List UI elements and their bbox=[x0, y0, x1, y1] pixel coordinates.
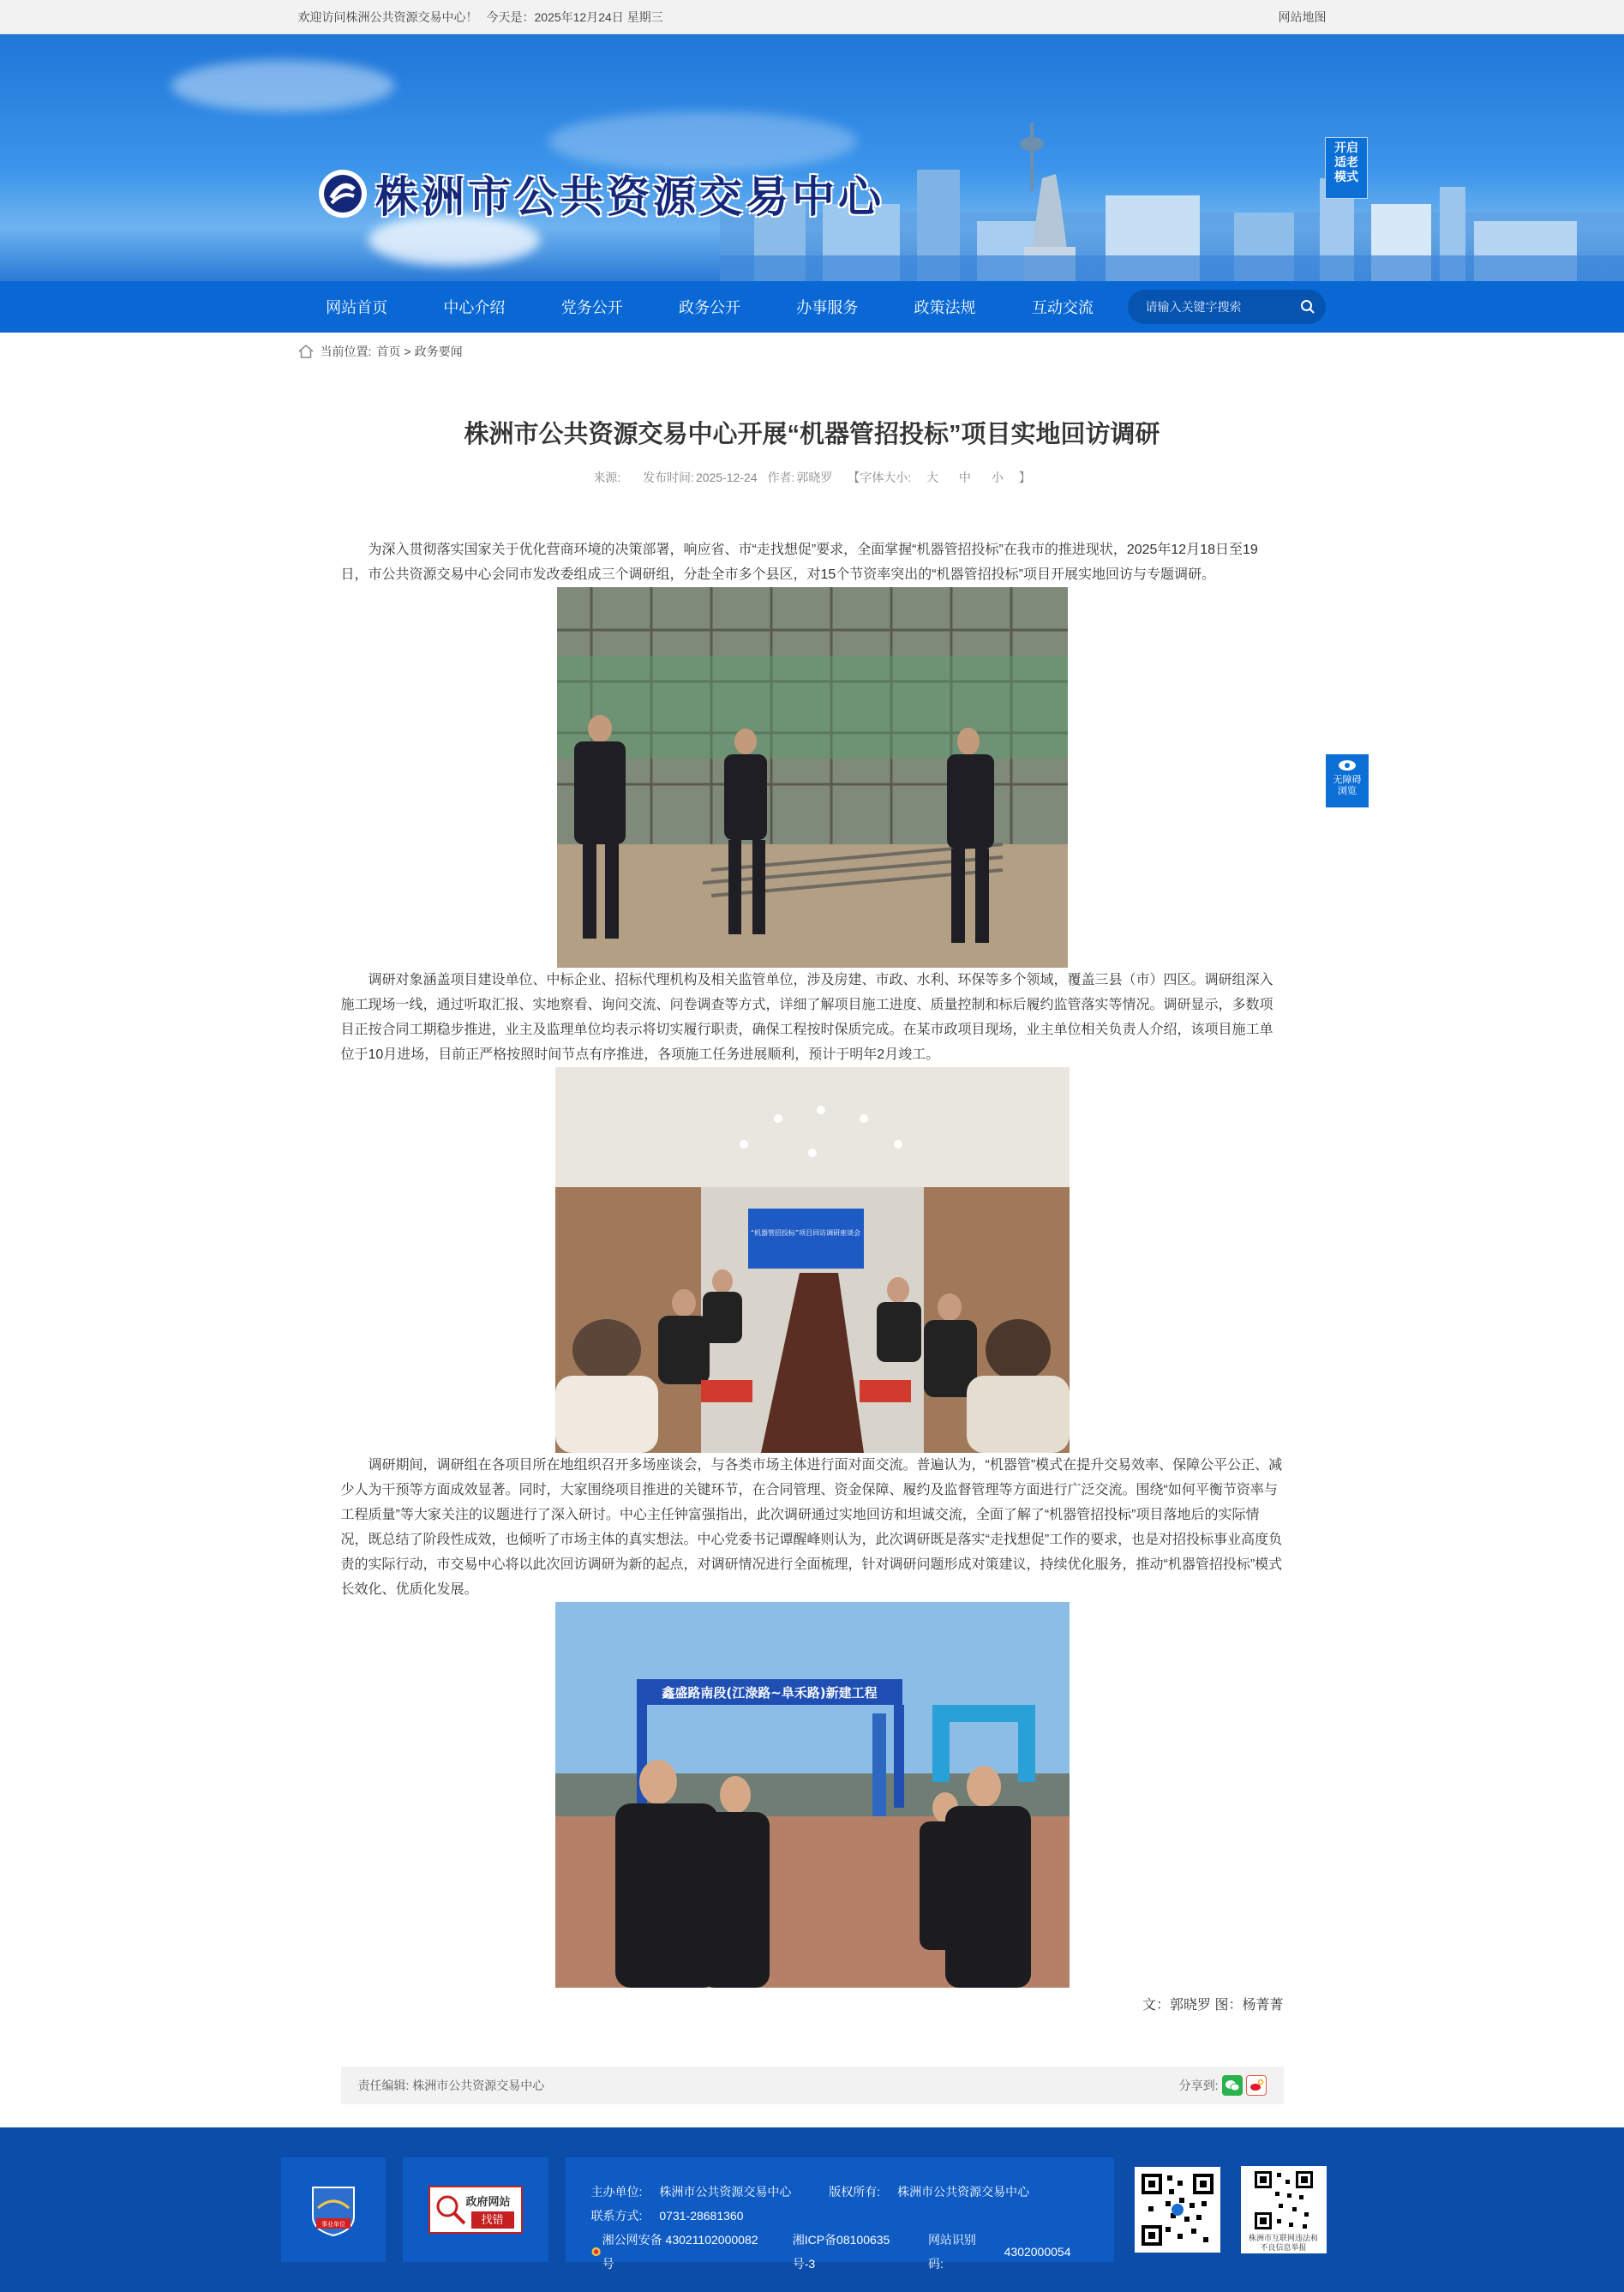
article bbox=[341, 415, 1284, 2104]
police-record-link[interactable]: 湘公网安备 43021102000082号 bbox=[602, 2233, 758, 2271]
article-photo-construction-site bbox=[557, 587, 1068, 968]
home-icon bbox=[298, 345, 314, 358]
welcome-text: 欢迎访问株洲公共资源交易中心！ bbox=[297, 10, 478, 24]
copyright-name: 株洲市公共资源交易中心 bbox=[897, 2185, 1030, 2199]
font-size-small-button[interactable]: 小 bbox=[991, 471, 1004, 484]
today-label: 今天是： bbox=[486, 10, 535, 24]
header-banner bbox=[0, 34, 1624, 281]
police-badge-icon bbox=[591, 2247, 601, 2257]
search-box bbox=[1128, 290, 1326, 324]
font-size-medium-button[interactable]: 中 bbox=[958, 471, 971, 484]
font-size-large-button[interactable]: 大 bbox=[926, 471, 939, 484]
article-body bbox=[341, 537, 1284, 2018]
wechat-share-icon[interactable] bbox=[1222, 2075, 1243, 2096]
main-nav bbox=[0, 281, 1624, 333]
article-paragraph: 调研对象涵盖项目建设单位、中标企业、招标代理机构及相关监管单位，涉及房建、市政、水利、环保等多个领域，覆盖三县（市）四区。调研组深入施工现场一线，通过听取汇报、实地察看、询问交流、问卷调查等方式，详细了解项目施工进度、质量控制和标后履约监管落实等情况。调研显示，多数项目正按合同工期稳步推进，业主及监理单位均表示将切实履行职责，确保工程按时保质完成。在某市政项目现场，业主单位相关负责人介绍，该项目施工单位于10月进场，目前正严格按照时间节点有序推进，各项施工任务进展顺利，预计于明年2月竣工。 bbox=[340, 973, 1273, 1062]
meta-source-label: 来源: bbox=[593, 471, 621, 484]
accessibility-button[interactable] bbox=[1326, 754, 1369, 807]
footer-info bbox=[566, 2157, 1114, 2271]
elder-mode-line: 适老 bbox=[1334, 155, 1358, 169]
badge-text: 事业单位 bbox=[321, 2221, 345, 2228]
eye-icon bbox=[1338, 759, 1357, 771]
wechat-qr-code bbox=[1135, 2167, 1220, 2253]
today-date: 2025年12月24日 星期三 bbox=[534, 10, 663, 24]
breadcrumb-current[interactable]: 政务要闻 bbox=[414, 345, 463, 358]
accessibility-line: 无障碍 bbox=[1333, 775, 1362, 785]
footer bbox=[0, 2127, 1624, 2292]
share-label: 分享到: bbox=[1178, 2079, 1219, 2092]
meta-author: 郭晓罗 bbox=[796, 471, 833, 484]
report-qr-image bbox=[1253, 2169, 1315, 2231]
nav-item-gov-affairs[interactable]: 政务公开 bbox=[678, 299, 740, 316]
nav-item-interaction[interactable]: 互动交流 bbox=[1031, 299, 1094, 316]
elder-mode-line: 模式 bbox=[1334, 170, 1358, 183]
site-id: 4302000054 bbox=[1004, 2245, 1071, 2259]
gov-site-error-report[interactable] bbox=[403, 2157, 548, 2262]
breadcrumb-home[interactable]: 首页 bbox=[376, 345, 401, 358]
editor-name: 株洲市公共资源交易中心 bbox=[412, 2079, 545, 2092]
institution-badge-icon bbox=[309, 2182, 357, 2237]
contact-phone: 0731-28681360 bbox=[659, 2209, 744, 2223]
logo-emblem-icon bbox=[319, 170, 367, 218]
search-input[interactable] bbox=[1145, 300, 1300, 314]
article-title: 株洲市公共资源交易中心开展“机器管招投标”项目实地回访调研 bbox=[464, 421, 1160, 448]
breadcrumb-label: 当前位置: bbox=[320, 345, 372, 358]
breadcrumb bbox=[298, 341, 1327, 362]
icp-link[interactable]: 湘ICP备08100635号-3 bbox=[792, 2233, 890, 2271]
site-id-label: 网站识别码: bbox=[927, 2233, 976, 2271]
share-group bbox=[1179, 2075, 1267, 2096]
article-photo-road-project bbox=[555, 1602, 1070, 1988]
elder-mode-button[interactable] bbox=[1325, 137, 1368, 199]
editor-bar bbox=[341, 2067, 1284, 2104]
sitemap-link[interactable]: 网站地图 bbox=[1278, 10, 1327, 24]
site-logo[interactable] bbox=[319, 163, 884, 225]
sponsor-name: 株洲市公共资源交易中心 bbox=[659, 2185, 792, 2199]
welcome-line bbox=[298, 9, 672, 26]
public-institution-badge[interactable] bbox=[281, 2157, 386, 2262]
accessibility-line: 浏览 bbox=[1338, 786, 1357, 796]
gov-site-title: 政府网站 bbox=[465, 2195, 511, 2208]
nav-item-policies[interactable]: 政策法规 bbox=[914, 299, 976, 316]
nav-item-party-affairs[interactable]: 党务公开 bbox=[560, 299, 623, 316]
breadcrumb-separator: > bbox=[404, 345, 411, 358]
nav-item-home[interactable]: 网站首页 bbox=[326, 299, 388, 316]
search-icon[interactable] bbox=[1300, 299, 1315, 315]
article-paragraph: 为深入贯彻落实国家关于优化营商环境的决策部署，响应省、市“走找想促”要求，全面掌握“机器管招投标”在我市的推进现状，2025年12月18日至19日，市公共资源交易中心会同市发改委组成三个调研组，分赴全市多个县区，对15个节资率突出的“机器管招投标”项目开展实地回访与专题调研。 bbox=[340, 543, 1258, 582]
meta-date-label: 发布时间: bbox=[643, 471, 694, 484]
nav-item-about[interactable]: 中心介绍 bbox=[443, 299, 506, 316]
site-name: 株洲市公共资源交易中心 bbox=[375, 171, 884, 222]
meeting-screen-text: “机器管招投标”项目回访调研座谈会 bbox=[750, 1229, 860, 1237]
top-bar bbox=[0, 0, 1624, 34]
article-photo-meeting-room bbox=[555, 1067, 1070, 1453]
meta-author-label: 作者: bbox=[767, 471, 795, 484]
article-meta bbox=[341, 469, 1284, 486]
weibo-share-icon[interactable] bbox=[1246, 2075, 1267, 2096]
report-qr-code[interactable] bbox=[1241, 2166, 1327, 2253]
sponsor-label: 主办单位: bbox=[590, 2185, 643, 2199]
copyright-label: 版权所有: bbox=[829, 2185, 881, 2199]
font-size-label: 【字体大小: bbox=[848, 471, 912, 484]
editor-label: 责任编辑: bbox=[357, 2079, 410, 2092]
report-caption: 株洲市互联网违法和不良信息举报 bbox=[1248, 2234, 1318, 2252]
gov-site-action: 找错 bbox=[471, 2211, 514, 2229]
nav-item-services[interactable]: 办事服务 bbox=[796, 299, 859, 316]
elder-mode-line: 开启 bbox=[1334, 141, 1358, 154]
project-sign-text: 鑫盛路南段(江淥路~阜禾路)新建工程 bbox=[661, 1685, 878, 1701]
gov-site-badge bbox=[428, 2186, 523, 2234]
article-paragraph: 调研期间，调研组在各项目所在地组织召开多场座谈会，与各类市场主体进行面对面交流。普遍认为，“机器管”模式在提升交易效率、保障公平公正、减少人为干预等方面成效显著。同时，大家围绕项目推进的关键环节，在合同管理、资金保障、履约及监督管理等方面进行广泛交流。围绕“如何平衡节资率与工程质量”等大家关注的议题进行了深入研讨。中心主任钟富强指出，此次调研通过实地回访和坦诚交流，全面了解了“机器管招投标”项目落地后的实际情况，既总结了阶段性成效，也倾听了市场主体的真实想法。中心党委书记谭醒峰则认为，此次调研既是落实“走找想促”工作的要求，也是对招投标事业高度负责的实际行动，市交易中心将以此次回访调研为新的起点，对调研情况进行全面梳理，针对调研问题形成对策建议，持续优化服务，推动“机器管招投标”模式长效化、优质化发展。 bbox=[340, 1458, 1283, 1597]
meta-date: 2025-12-24 bbox=[695, 471, 758, 484]
article-signature: 文：郭晓罗 图：杨菁菁 bbox=[1142, 1998, 1284, 2013]
cloud bbox=[171, 60, 394, 111]
magnifier-icon bbox=[434, 2193, 468, 2227]
contact-label: 联系方式: bbox=[590, 2209, 643, 2223]
font-size-close: 】 bbox=[1018, 471, 1031, 484]
